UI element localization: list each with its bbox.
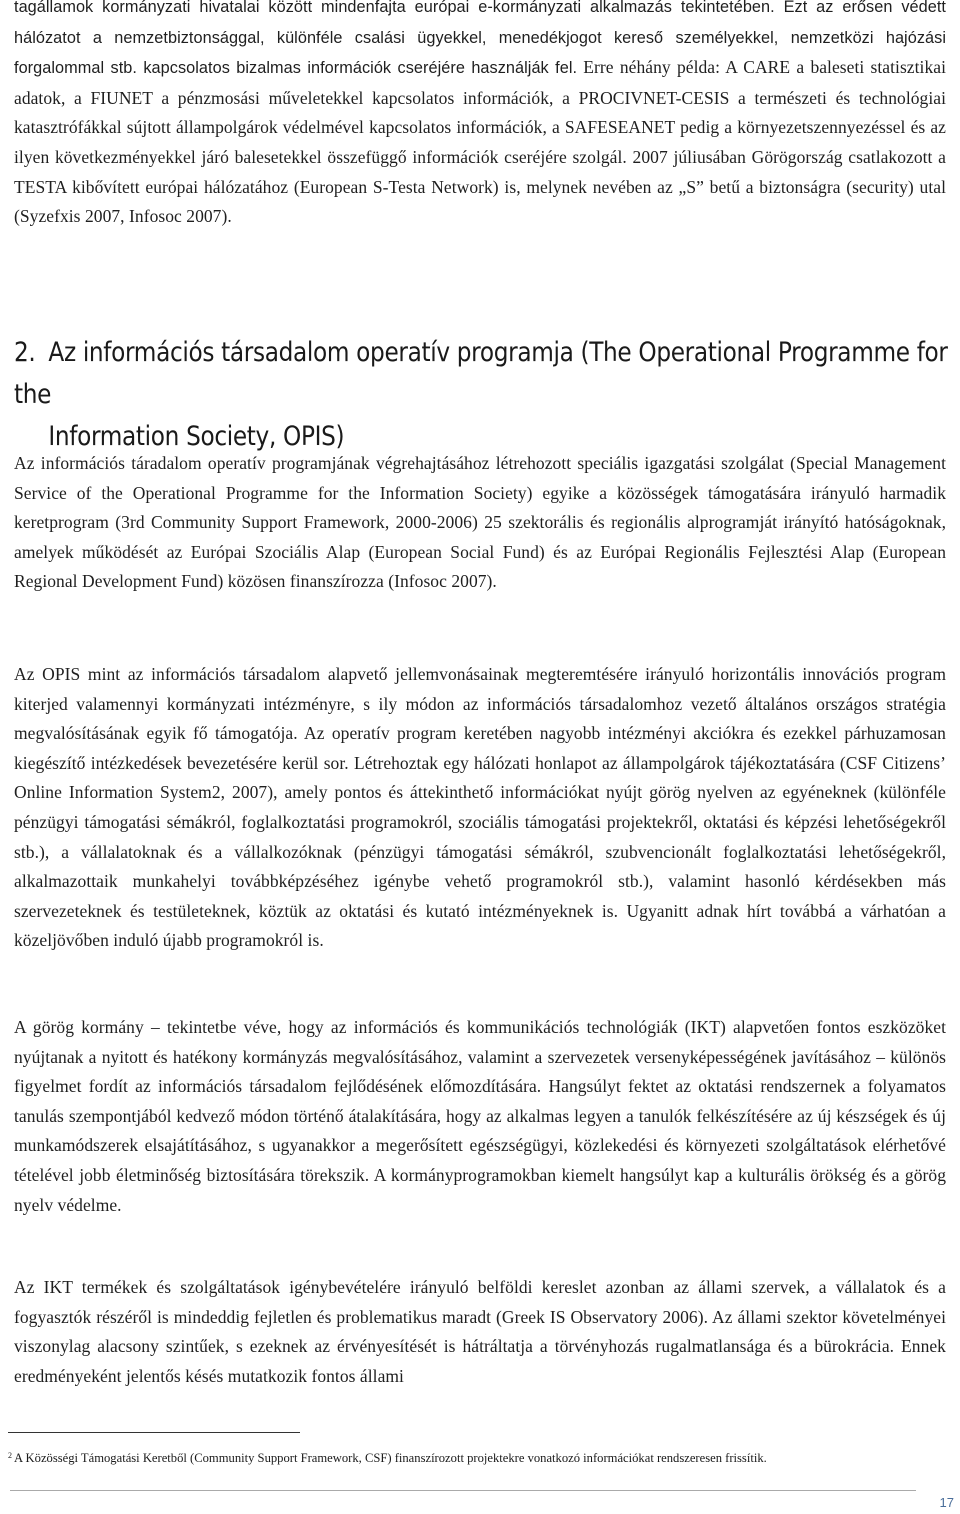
section-number: 2.	[14, 337, 36, 368]
paragraph-text: A görög kormány – tekintetbe véve, hogy az információs és kommunikációs technológiák (IKT) alapvetően fontos eszközöket nyújtanak a nyitott és hatékony kormányzás megvalósításához, valamint a szervezetek versenyképességének javításához – különös figyelmet fordít az információs társadalom fejlődésének előmozdítására. Hangsúlyt fektet az oktatási rendszernek a folyamatos tanulás szempontjából kedvező módon történő átalakítására, hogy az alkalmas legyen a tanulók felkészítésére az új készségek és új munkamódszerek elsajátításához, s ugyanakkor a megerősített egészségügyi, közlekedési és környezeti szolgáltatások elérhetővé tételével jobb életminőség biztosítására törekszik. A kormányprogramokban kiemelt hangsúlyt kap a kulturális örökség és a görög nyelv védelme.	[14, 1017, 946, 1215]
paragraph-opis-overview	[14, 660, 946, 956]
paragraph-text: Az IKT termékek és szolgáltatások igénybevételére irányuló belföldi kereslet azonban az állami szervek, a vállalatok és a fogyasztók részéről is mindeddig fejletlen és problematikus maradt (Greek IS Observatory 2006). Az állami szektor követelményei viszonylag alacsony szintűek, s ezeknek az érvényesítését is hátráltatja a törvényhozás rugalmatlansága és a bürokrácia. Ennek eredményeként jelentős késés mutatkozik fontos állami	[14, 1277, 946, 1386]
intro-paragraph-sans-part: tagállamok kormányzati hivatalai között mindenfajta európai e-kormányzati alkalmazás tekintetében. Ezt az erősen védett hálózatot a nemzetbiztonsággal, különféle csalási ügyekkel, menedékjogot kereső személyekkel, nemzetközi hajózási forgalommal stb. kapcsolatos bizalmas információk cseréjére használják fel.	[14, 0, 946, 78]
page-number: 17	[939, 1495, 954, 1510]
paragraph-text: Az OPIS mint az információs társadalom alapvető jellemvonásainak megteremtésére irányuló horizontális innovációs program kiterjed valamennyi kormányzati intézményre, s ily módon az információs társadalomhoz vezető általános országos stratégia megvalósításának egyik fő támogatója. Az operatív program keretében nagyobb intézményi akciókra és ezekkel párhuzamosan kiegészítő intézkedések bevezetésére kerül sor. Létrehoztak egy hálózati honlapot az állampolgárok tájékoztatására (CSF Citizens’ Online Information System2, 2007), amely pontos és áttekinthető információkat nyújt görög nyelven az egyéneknek (különféle pénzügyi támogatási sémákról, foglalkoztatási programokról, szociális támogatási projektekről, oktatási és képzési lehetőségekről stb.), a vállalatoknak és a vállalkozóknak (pénzügyi támogatási sémákról, szubvencionált foglalkoztatási lehetőségekről, alkalmazottaik munkahelyi továbbképzéséhez igénybe vehető programokról stb.), valamint hasonló kérdésekben más szervezeteknek és testületeknek, köztük az oktatási és kutató intézményeknek is. Ugyanitt adnak hírt továbbá a várhatóan a közeljövőben induló újabb programokról is.	[14, 664, 946, 951]
section-title-line2: Information Society, OPIS)	[48, 421, 345, 452]
footnote-marker: 2	[8, 1451, 12, 1460]
paragraph-text: Az információs táradalom operatív programjának végrehajtásához létrehozott speciális igazgatási szolgálat (Special Management Service of the Operational Programme for the Information Society) egyike a közösségek támogatására irányuló harmadik keretprogram (3rd Community Support Framework, 2000-2006) 25 szektorális és regionális alprogramját irányító hatóságoknak, amelyek működését az Európai Szociális Alap (European Social Fund) és az Európai Regionális Fejlesztési Alap (European Regional Development Fund) közösen finanszírozza (Infosoc 2007).	[14, 453, 946, 592]
paragraph-ikt-demand	[14, 1273, 946, 1391]
intro-paragraph	[14, 0, 946, 232]
footnote-divider	[8, 1432, 300, 1433]
footnote	[8, 1447, 948, 1467]
section-title-line1: Az információs társadalom operatív programja (The Operational Programme for the	[14, 337, 948, 410]
intro-paragraph-serif-part: Erre néhány példa: A CARE a baleseti statisztikai adatok, a FIUNET a pénzmosási műveletekkel kapcsolatos információk, a PROCIVNET-CESIS a természeti és technológiai katasztrófákkal sújtott állampolgárok védelmével kapcsolatos információk, a SAFESEANET pedig a környezetszennyezéssel és az ilyen következményekkel járó balesetekkel összefüggő információk cseréjére szolgál. 2007 júliusában Görögország csatlakozott a TESTA kibővített európai hálózatához (European S-Testa Network) is, melynek nevében az „S” betű a biztonságra (security) utal (Syzefxis 2007, Infosoc 2007).	[14, 57, 946, 227]
footnote-text: A Közösségi Támogatási Keretből (Community Support Framework, CSF) finanszírozott projektekre vonatkozó információkat rendszeresen frissítik.	[14, 1451, 767, 1465]
paragraph-opis-management	[14, 449, 946, 597]
section-heading	[14, 332, 951, 458]
page-footer-divider	[10, 1490, 916, 1491]
paragraph-greek-government	[14, 1013, 946, 1220]
